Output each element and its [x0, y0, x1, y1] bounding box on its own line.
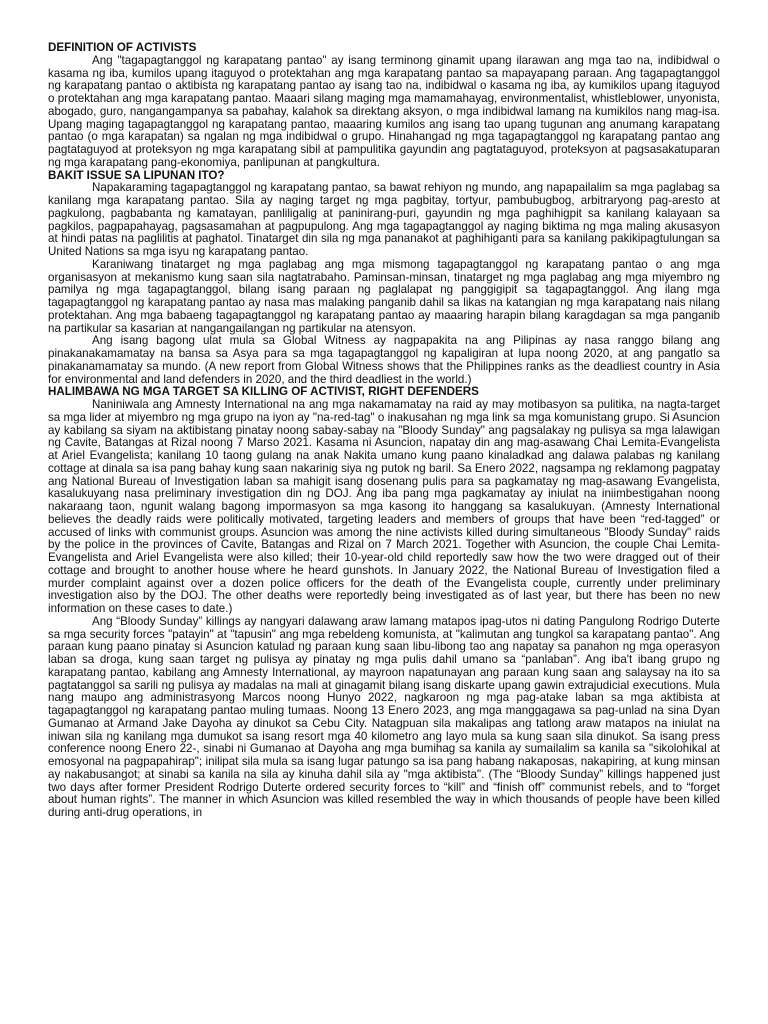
- section-why-social-issue: [48, 170, 720, 387]
- section-definition: [48, 42, 720, 170]
- paragraph: Naniniwala ang Amnesty International na ang mga nakamamatay na raid ay may motibasyon sa pulitika, na nagta-target sa mga lider at miyembro ng mga grupo na iyon ay "na-red-tag" o inakusahan ng mga link sa mga komunistang grupo. Si Asuncion ay kabilang sa siyam na aktibistang pinatay noong sabay-sabay na "Bloody Sunday" ang pagsalakay ng pulisya sa mga lalawigan ng Cavite, Batangas at Rizal noong 7 Marso 2021. Kasama ni Asuncion, napatay din ang mag-asawang Chai Lemita-Evangelista at Ariel Evangelista; kanilang 10 taong gulang na anak Nakita umano kung paano kinaladkad ang dalawa palabas ng kanilang cottage at dinala sa isa pang bahay kung saan nakarinig siya ng putok ng baril. Sa Enero 2022, nagsampa ng reklamong pagpatay ang National Bureau of Investigation laban sa mahigit isang dosenang pulis para sa pagkamatay ng mag-asawang Evangelista, kasalukuyang nasa preliminary investigation din ng DOJ. Ang iba pang mga pagkamatay ay iniulat na iniimbestigahan noong nakaraang taon, ngunit walang bagong impormasyon sa mga kasong ito hanggang sa kasalukuyan. (Amnesty International believes the deadly raids were politically motivated, targeting leaders and members of groups that have been “red-tagged” or accused of links with communist groups. Asuncion was among the nine activists killed during simultaneous "Bloody Sunday" raids by the police in the provinces of Cavite, Batangas and Rizal on 7 March 2021. Together with Asuncion, the couple Chai Lemita-Evangelista and Ariel Evangelista were also killed; their 10-year-old child reportedly saw how the two were dragged out of their cottage and brought to another house where he heard gunshots. In January 2022, the National Bureau of Investigation filed a murder complaint against over a dozen police officers for the death of the Evangelista couple, currently under preliminary investigation also by the DOJ. The other deaths were reportedly being investigated as of last year, but there has been no new information on these cases to date.): [48, 398, 720, 615]
- paragraph: Ang "tagapagtanggol ng karapatang pantao" ay isang terminong ginamit upang ilarawan ang mga tao na, indibidwal o kasama ng iba, kumilos upang itaguyod o protektahan ang mga karapatang pantao sa mapayapang paraan. Ang tagapagtanggol ng karapatang pantao o aktibista ng karapatang pantao ay isang tao na, indibidwal o kasama ng iba, ay kumikilos upang itaguyod o protektahan ang mga karapatang pantao. Maaari silang maging mga mamamahayag, environmentalist, whistleblower, unyonista, abogado, guro, nangangampanya sa pabahay, kalahok sa direktang aksyon, o mga indibidwal lamang na kumikilos nang mag-isa. Upang maging tagapagtanggol ng karapatang pantao, maaaring kumilos ang isang tao upang tugunan ang anumang karapatang pantao (o mga karapatan) sa ngalan ng mga indibidwal o grupo. Hinahangad ng mga tagapagtanggol ng karapatang pantao ang pagtataguyod at proteksyon ng mga karapatang sibil at pampulitika gayundin ang pagtataguyod, proteksyon at pagsasakatuparan ng mga karapatang pang-ekonomiya, panlipunan at pangkultura.: [48, 53, 720, 169]
- section-heading: BAKIT ISSUE SA LIPUNAN ITO?: [48, 168, 225, 182]
- section-examples: [48, 386, 720, 820]
- paragraph: Ang “Bloody Sunday” killings ay nangyari dalawang araw lamang matapos ipag-utos ni dating Pangulong Rodrigo Duterte sa mga security forces "patayin" at "tapusin" ang mga rebeldeng komunista, at "kalimutan ang tungkol sa karapatang pantao". Ang paraan kung paano pinatay si Asuncion katulad ng paraan kung saan libu-libong tao ang napatay sa panahon ng mga operasyon laban sa droga, kung saan target ng pulisya ay pinatay ng mga pulis dahil umano sa “panlaban”. Ang iba't ibang grupo ng karapatang pantao, kabilang ang Amnesty International, ay mayroon napatunayan ang paraan kung saan ang salaysay na ito sa pagtatanggol sa sarili ng pulisya ay madalas na mali at ginagamit bilang isang diskarte upang gawin extrajudicial executions. Mula nang maupo ang administrasyong Marcos noong Hunyo 2022, nagkaroon ng mga pag-atake laban sa mga aktibista at tagapagtanggol ng karapatang pantao muling tumaas. Noong 13 Enero 2023, ang mga manggagawa sa pag-unlad na sina Dyan Gumanao at Armand Jake Dayoha ay dinukot sa Cebu City. Natagpuan sila makalipas ang tatlong araw matapos na iniulat na iniwan sila ng kanilang mga dumukot sa isang resort mga 40 kilometro ang layo mula sa kung saan sila dinukot. Sa isang press conference noong Enero 22-, sinabi ni Gumanao at Dayoha ang mga bumihag sa kanila ay sumailalim sa kanila sa "sikolohikal at emosyonal na pagpapahirap"; inilipat sila mula sa isang lugar patungo sa isa pang habang nakaposas, nakapiring, at kung minsan ay nakabusangot; at sinabi sa kanila na sila ay kinuha dahil sila ay "mga aktibista". (The “Bloody Sunday” killings happened just two days after former President Rodrigo Duterte ordered security forces to “kill” and “finish off” communist rebels, and to “forget about human rights”. The manner in which Asuncion was killed resembled the way in which thousands of people have been killed during anti-drug operations, in: [48, 614, 720, 819]
- section-heading: HALIMBAWA NG MGA TARGET SA KILLING OF ACTIVIST, RIGHT DEFENDERS: [48, 385, 479, 399]
- paragraph: Napakaraming tagapagtanggol ng karapatang pantao, sa bawat rehiyon ng mundo, ang napapailalim sa mga paglabag sa kanilang mga karapatang pantao. Sila ay naging target ng mga pagbitay, tortyur, pambubugbog, arbitraryong pag-aresto at pagkulong, pagbabanta ng kamatayan, panliligalig at paninirang-puri, gayundin ng mga paghihigpit sa kanilang kalayaan sa pagkilos, pagpapahayag, pagsasamahan at pagpupulong. Ang mga tagapagtanggol ay naging biktima ng mga maling akusasyon at hindi patas na paglilitis at paghatol. Tinatarget din sila ng mga pananakot at paghihiganti para sa kanilang pakikipagtulungan sa United Nations sa mga isyu ng karapatang pantao.: [48, 181, 720, 258]
- paragraph: Ang isang bagong ulat mula sa Global Witness ay nagpapakita na ang Pilipinas ay nasa ranggo bilang ang pinakanakamamatay na bansa sa Asya para sa mga tagapagtanggol ng kapaligiran at lupa noong 2020, at ang pangatlo sa pinakanamamatay sa mundo. (A new report from Global Witness shows that the Philippines ranks as the deadliest country in Asia for environmental and land defenders in 2020, and the third deadliest in the world.): [48, 334, 720, 386]
- document-page: [48, 42, 720, 820]
- paragraph: Karaniwang tinatarget ng mga paglabag ang mga mismong tagapagtanggol ng karapatang pantao o ang mga organisasyon at mekanismo kung saan sila nagtatrabaho. Paminsan-minsan, tinatarget ng mga paglabag ang mga miyembro ng pamilya ng mga tagapagtanggol, bilang isang paraan ng paglalapat ng panggigipit sa tagapagtanggol. Ang ilang mga tagapagtanggol ng karapatang pantao ay nasa mas malaking panganib dahil sa likas na katangian ng mga karapatang nais nilang protektahan. Ang mga babaeng tagapagtanggol ng karapatang pantao ay maaaring harapin bilang karagdagan sa mga panganib na partikular sa kasarian at nangangailangan ng partikular na atensyon.: [48, 257, 720, 335]
- section-heading: DEFINITION OF ACTIVISTS: [48, 41, 197, 54]
